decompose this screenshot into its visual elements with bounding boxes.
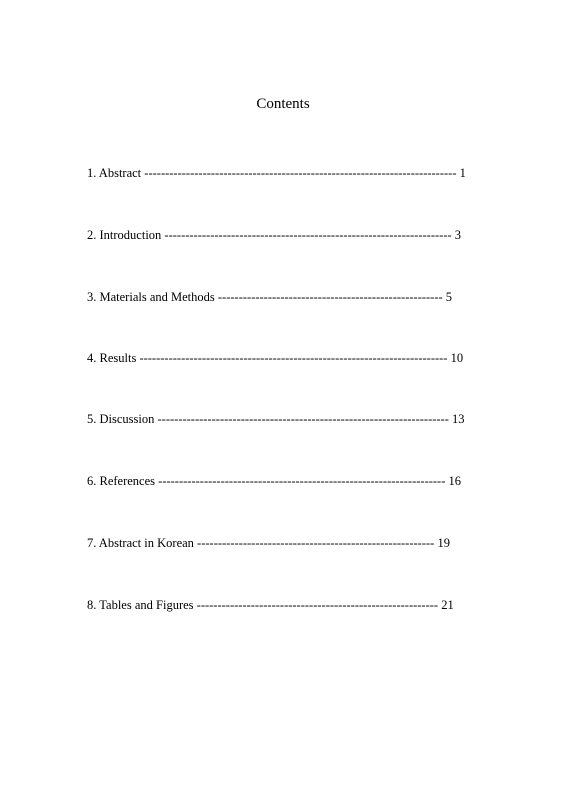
toc-entry-page-number: 1	[459, 166, 466, 180]
toc-entry-page-number: 13	[452, 412, 465, 426]
toc-entry-results	[87, 350, 463, 366]
toc-entry-leader: ----------------------------------------------------------------------	[157, 412, 449, 426]
toc-entry-page-number: 10	[450, 351, 464, 365]
toc-entry-label: 6. References	[87, 474, 156, 488]
toc-entry-leader: ---------------------------------------------------------------------	[158, 474, 446, 488]
toc-entry-label: 4. Results	[87, 351, 137, 365]
toc-entry-discussion	[87, 411, 465, 427]
toc-entry-tables-and-figures	[87, 597, 454, 613]
toc-entry-page-number: 5	[445, 290, 453, 304]
toc-entry-abstract-in-korean	[87, 535, 450, 551]
toc-entry-label: 8. Tables and Figures	[87, 598, 194, 612]
toc-entry-label: 3. Materials and Methods	[87, 290, 215, 304]
toc-entry-label: 1. Abstract	[87, 166, 142, 180]
toc-entry-label: 7. Abstract in Korean	[87, 536, 194, 550]
toc-entry-references	[87, 473, 461, 489]
toc-entry-page-number: 21	[441, 598, 454, 612]
toc-entry-leader: ------------------------------------------------------	[217, 290, 443, 304]
toc-entry-abstract	[87, 165, 466, 181]
page-title: Contents	[256, 96, 310, 112]
toc-entry-label: 5. Discussion	[87, 412, 155, 426]
toc-entry-page-number: 3	[454, 228, 462, 242]
toc-entry-leader: ----------------------------------------------------------	[196, 598, 439, 612]
toc-entry-leader: ---------------------------------------------------------	[197, 536, 435, 550]
toc-entry-introduction	[87, 227, 461, 243]
toc-entry-leader: ---------------------------------------------------------------------	[164, 228, 452, 242]
toc-entry-leader: ---------------------------------------------------------------------------	[144, 166, 457, 180]
toc-entry-label: 2. Introduction	[87, 228, 162, 242]
toc-entry-page-number: 16	[448, 474, 462, 488]
toc-entry-page-number: 19	[437, 536, 450, 550]
toc-entry-leader: --------------------------------------------------------------------------	[139, 351, 448, 365]
toc-entry-materials-and-methods	[87, 289, 452, 305]
